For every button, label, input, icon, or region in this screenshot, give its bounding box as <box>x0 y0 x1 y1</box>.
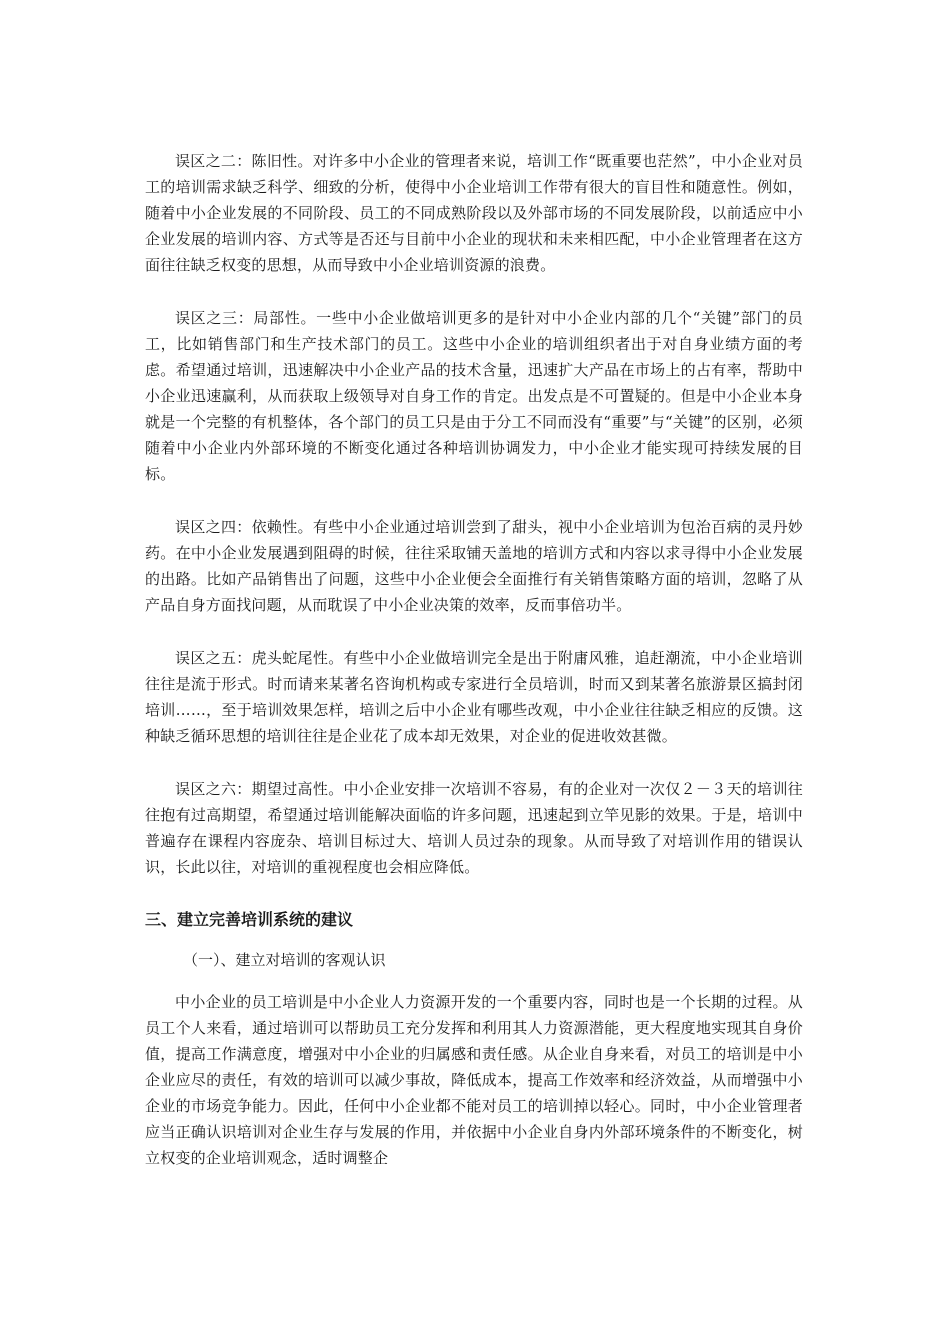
paragraph-misconception-2: 误区之二：陈旧性。对许多中小企业的管理者来说，培训工作“既重要也茫然”，中小企业对员工的培训需求缺乏科学、细致的分析，使得中小企业培训工作带有很大的盲目性和随意性。例如，随着中小企业发展的不同阶段、员工的不同成熟阶段以及外部市场的不同发展阶段，以前适应中小企业发展的培训内容、方式等是否还与目前中小企业的现状和未来相匹配，中小企业管理者在这方面往往缺乏权变的思想，从而导致中小企业培训资源的浪费。 <box>145 152 803 274</box>
paragraph-misconception-4: 误区之四：依赖性。有些中小企业通过培训尝到了甜头，视中小企业培训为包治百病的灵丹妙药。在中小企业发展遇到阻碍的时候，往往采取铺天盖地的培训方式和内容以求寻得中小企业发展的出路。比如产品销售出了问题，这些中小企业便会全面推行有关销售策略方面的培训，忽略了从产品自身方面找问题，从而耽误了中小企业决策的效率，反而事倍功半。 <box>145 518 803 614</box>
paragraph-objective-understanding: 中小企业的员工培训是中小企业人力资源开发的一个重要内容，同时也是一个长期的过程。从员工个人来看，通过培训可以帮助员工充分发挥和利用其人力资源潜能，更大程度地实现其自身价值，提高工作满意度，增强对中小企业的归属感和责任感。从企业自身来看，对员工的培训是中小企业应尽的责任，有效的培训可以减少事故，降低成本，提高工作效率和经济效益，从而增强中小企业的市场竞争能力。因此，任何中小企业都不能对员工的培训掉以轻心。同时，中小企业管理者应当正确认识培训对企业生存与发展的作用，并依据中小企业自身内外部环境条件的不断变化，树立权变的企业培训观念，适时调整企 <box>145 993 803 1167</box>
document-page <box>145 148 803 1171</box>
section-heading: 三、建立完善培训系统的建议 <box>145 910 354 929</box>
paragraph-misconception-3: 误区之三：局部性。一些中小企业做培训更多的是针对中小企业内部的几个“关键”部门的员工，比如销售部门和生产技术部门的员工。这些中小企业的培训组织者出于对自身业绩方面的考虑。希望通过培训，迅速解决中小企业产品的技术含量，迅速扩大产品在市场上的占有率，帮助中小企业迅速赢利，从而获取上级领导对自身工作的肯定。出发点是不可置疑的。但是中小企业本身就是一个完整的有机整体，各个部门的员工只是由于分工不同而没有“重要”与“关键”的区别，必须随着中小企业内外部环境的不断变化通过各种培训协调发力，中小企业才能实现可持续发展的目标。 <box>145 309 803 483</box>
subheading: （一）、建立对培训的客观认识 <box>183 951 386 969</box>
paragraph-misconception-6: 误区之六：期望过高性。中小企业安排一次培训不容易，有的企业对一次仅２－３天的培训往往抱有过高期望，希望通过培训能解决面临的许多问题，迅速起到立竿见影的效果。于是，培训中普遍存在课程内容庞杂、培训目标过大、培训人员过杂的现象。从而导致了对培训作用的错误认识，长此以往，对培训的重视程度也会相应降低。 <box>145 780 803 876</box>
paragraph-misconception-5: 误区之五：虎头蛇尾性。有些中小企业做培训完全是出于附庸风雅，追赶潮流，中小企业培训往往是流于形式。时而请来某著名咨询机构或专家进行全员培训，时而又到某著名旅游景区搞封闭培训……，至于培训效果怎样，培训之后中小企业有哪些改观，中小企业往往缺乏相应的反馈。这种缺乏循环思想的培训往往是企业花了成本却无效果，对企业的促进收效甚微。 <box>145 649 803 745</box>
